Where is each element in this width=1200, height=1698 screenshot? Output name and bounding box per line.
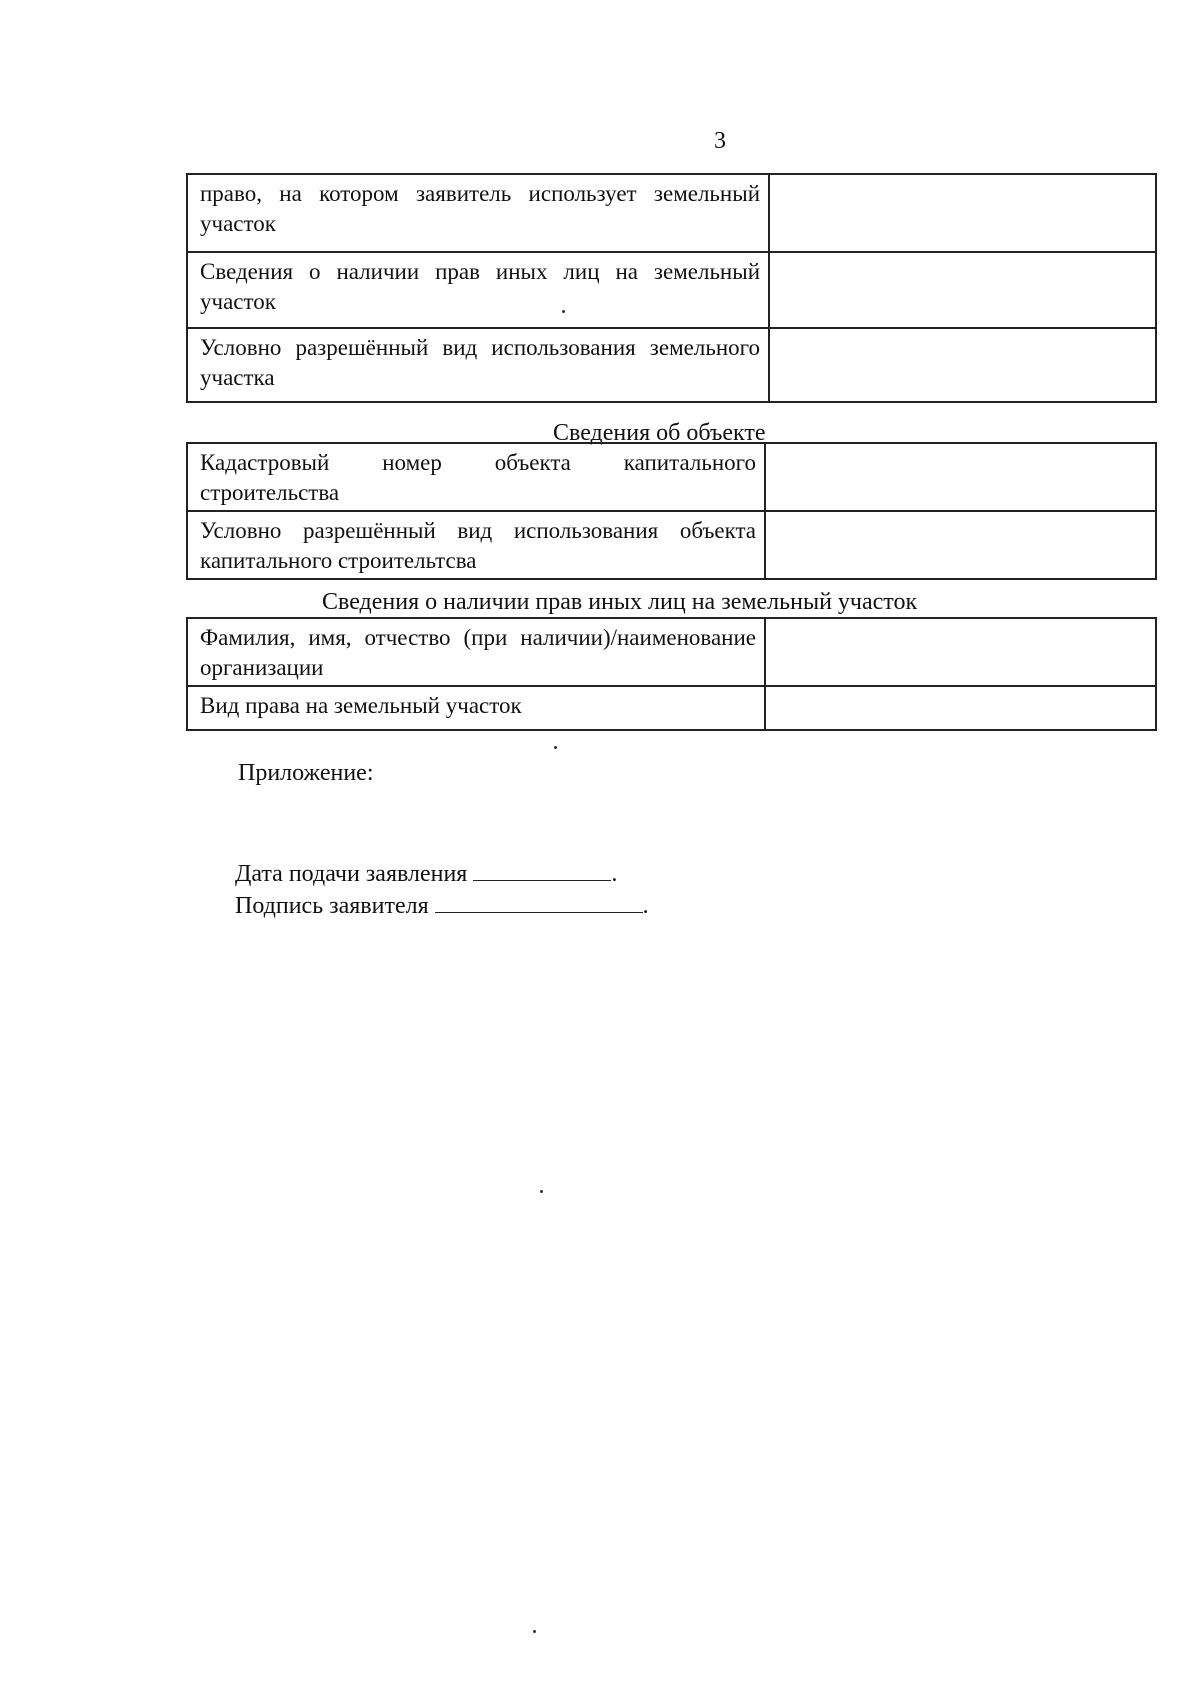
row-value-field[interactable] <box>765 511 1156 579</box>
page-number: 3 <box>714 128 726 154</box>
table-row <box>187 511 1156 579</box>
appendix-label: Приложение: <box>238 760 374 786</box>
scan-speck <box>554 746 557 749</box>
scan-speck <box>533 1630 536 1633</box>
table-row <box>187 252 1156 328</box>
scan-speck <box>540 1190 543 1193</box>
rights-info-table <box>186 617 1157 731</box>
table-row <box>187 443 1156 511</box>
row-label: Вид права на земельный участок <box>187 686 765 730</box>
row-label: право, на котором заявитель использует земельный участок <box>187 174 769 252</box>
row-label: Условно разрешённый вид использования земельного участка <box>187 328 769 402</box>
row-value-field[interactable] <box>765 618 1156 686</box>
row-value-field[interactable] <box>769 252 1156 328</box>
row-label: Кадастровый номер объекта капитального строительства <box>187 443 765 511</box>
submission-date-label: Дата подачи заявления <box>235 861 468 887</box>
row-label: Условно разрешённый вид использования объекта капитального строительтсва <box>187 511 765 579</box>
row-value-field[interactable] <box>765 686 1156 730</box>
line-terminator: . <box>611 861 618 887</box>
section-heading-object: Сведения об объекте <box>553 420 766 446</box>
line-terminator: . <box>642 893 649 919</box>
applicant-signature-blank[interactable] <box>435 890 643 913</box>
table-row <box>187 686 1156 730</box>
scan-speck <box>562 310 565 313</box>
applicant-signature-line <box>235 890 649 920</box>
object-info-table <box>186 442 1157 580</box>
row-label: Сведения о наличии прав иных лиц на земельный участок <box>187 252 769 328</box>
row-value-field[interactable] <box>765 443 1156 511</box>
table-row <box>187 328 1156 402</box>
applicant-signature-label: Подпись заявителя <box>235 893 429 919</box>
row-value-field[interactable] <box>769 174 1156 252</box>
submission-date-blank[interactable] <box>473 858 611 881</box>
table-row <box>187 174 1156 252</box>
row-value-field[interactable] <box>769 328 1156 402</box>
table-row <box>187 618 1156 686</box>
section-heading-rights: Сведения о наличии прав иных лиц на земельный участок <box>322 589 918 615</box>
submission-date-line <box>235 858 617 888</box>
land-info-table <box>186 173 1157 403</box>
row-label: Фамилия, имя, отчество (при наличии)/наименование организации <box>187 618 765 686</box>
